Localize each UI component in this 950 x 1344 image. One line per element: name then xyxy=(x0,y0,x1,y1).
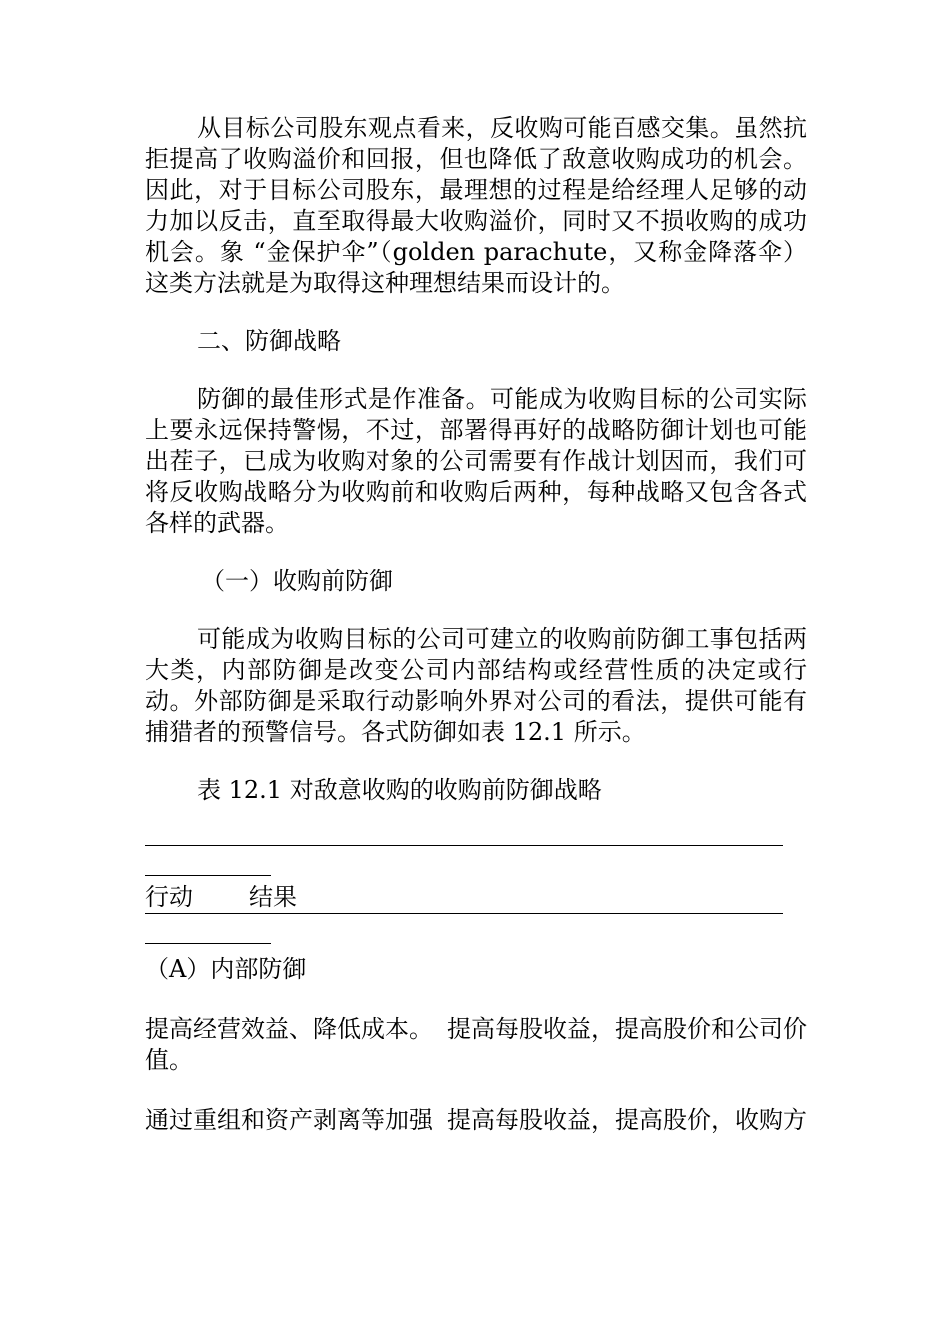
subsection-heading-pre-acquisition: （一）收购前防御 xyxy=(201,567,393,595)
paragraph-defense-preparation: 防御的最佳形式是作准备。可能成为收购目标的公司实际上要永远保持警惕，不过，部署得再好的战略防御计划也可能出茬子，已成为收购对象的公司需要有作战计划因而，我们可将反收购战略分为收购前和收购后两种，每种战略又包含各式各样的武器。 xyxy=(145,385,807,537)
table-top-rule xyxy=(145,845,807,876)
paragraph-shareholder-view: 从目标公司股东观点看来，反收购可能百感交集。虽然抗拒提高了收购溢价和回报，但也降低了敌意收购成功的机会。因此，对于目标公司股东，最理想的过程是给经理人足够的动力加以反击，直至取得最大收购溢价，同时又不损收购的成功机会。象 “金保护伞”（golden parachute，又称金降落伞）这类方法就是为取得这种理想结果而设计的。 xyxy=(145,114,807,297)
row-result: 提高每股收益，提高股价，收购方 xyxy=(447,1106,807,1134)
section-heading-defense-strategy: 二、防御战略 xyxy=(197,327,341,355)
column-header-result: 结果 xyxy=(249,883,297,911)
table-header-row xyxy=(145,882,807,913)
document-page xyxy=(145,113,807,1136)
paragraph-pre-acquisition-defense: 可能成为收购目标的公司可建立的收购前防御工事包括两大类，内部防御是改变公司内部结构或经营性质的决定或行动。外部防御是采取行动影响外界对公司的看法，提供可能有捕猎者的预警信号。各式防御如表 12.1 所示。 xyxy=(145,625,807,746)
row-result: 提高每股收益，提高股价和公司价值。 xyxy=(145,1015,807,1074)
table-section-internal-defense: （A）内部防御 xyxy=(145,955,307,983)
table-header-rule xyxy=(145,913,807,944)
row-action: 提高经营效益、降低成本。 xyxy=(145,1015,433,1043)
row-action: 通过重组和资产剥离等加强 xyxy=(145,1106,433,1134)
table-caption: 表 12.1 对敌意收购的收购前防御战略 xyxy=(197,776,602,804)
table-row xyxy=(145,1014,807,1076)
table-row xyxy=(145,1105,807,1136)
column-header-action: 行动 xyxy=(145,883,193,911)
